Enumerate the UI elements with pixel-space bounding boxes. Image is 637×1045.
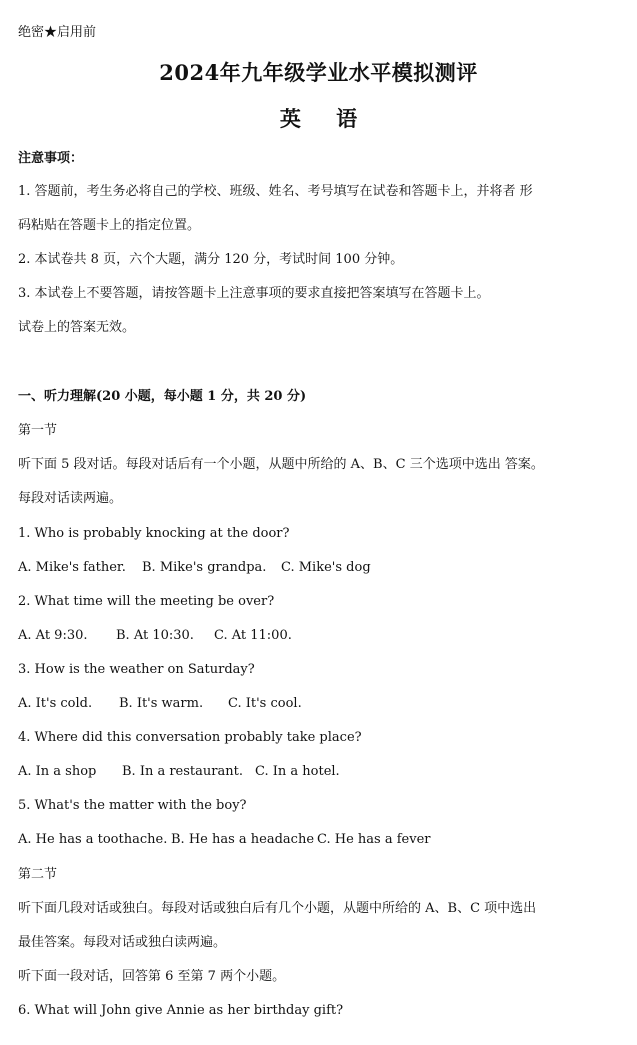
option-a: A. At 9:30.	[18, 628, 88, 643]
question-1: 1. Who is probably knocking at the door?	[18, 526, 290, 541]
confidential-label: 绝密★启用前	[18, 25, 97, 40]
question-3: 3. How is the weather on Saturday?	[18, 662, 255, 677]
notice-item-3-cont: 试卷上的答案无效。	[18, 320, 136, 335]
notice-heading: 注意事项：	[18, 151, 84, 166]
option-a: A. He has a toothache.	[18, 832, 168, 847]
option-c: C. At 11:00.	[214, 628, 292, 643]
part-2-instructions: 听下面几段对话或独白。每段对话或独白后有几个小题，从题中所给的 A、B、C 项中选出	[18, 901, 537, 916]
question-6: 6. What will John give Annie as her birthday gift?	[18, 1003, 344, 1018]
question-5: 5. What's the matter with the boy?	[18, 798, 247, 813]
option-a: A. In a shop	[18, 764, 97, 779]
question-2-options	[18, 627, 292, 645]
subject-title: 英 语	[279, 106, 372, 131]
question-3-options	[18, 695, 302, 713]
part-2-subinstruction: 听下面一段对话，回答第 6 至第 7 两个小题。	[18, 969, 286, 984]
question-4-options	[18, 763, 340, 781]
option-c: C. In a hotel.	[255, 764, 340, 779]
question-5-options	[18, 831, 430, 849]
question-2: 2. What time will the meeting be over?	[18, 594, 275, 609]
option-a: A. Mike's father.	[18, 560, 126, 575]
question-1-options	[18, 559, 371, 577]
option-b: B. In a restaurant.	[122, 764, 243, 779]
notice-item-3: 3. 本试卷上不要答题，请按答题卡上注意事项的要求直接把答案填写在答题卡上。	[18, 286, 490, 301]
exam-title: 2024年九年级学业水平模拟测评	[159, 60, 478, 85]
part-2-instructions-cont: 最佳答案。每段对话或独白读两遍。	[18, 935, 227, 950]
notice-item-1-cont: 码粘贴在答题卡上的指定位置。	[18, 218, 201, 233]
option-c: C. It's cool.	[228, 696, 302, 711]
option-b: B. He has a headache	[171, 832, 315, 847]
notice-item-2: 2. 本试卷共 8 页，六个大题，满分 120 分，考试时间 100 分钟。	[18, 252, 404, 267]
question-4: 4. Where did this conversation probably take place?	[18, 730, 362, 745]
part-1-instructions: 听下面 5 段对话。每段对话后有一个小题，从题中所给的 A、B、C 三个选项中选出 答案。	[18, 457, 544, 472]
option-b: B. Mike's grandpa.	[142, 560, 267, 575]
option-b: B. At 10:30.	[116, 628, 194, 643]
part-1-label: 第一节	[18, 423, 58, 438]
notice-item-1: 1. 答题前，考生务必将自己的学校、班级、姓名、考号填写在试卷和答题卡上，并将者 形	[18, 184, 533, 199]
option-b: B. It's warm.	[119, 696, 204, 711]
part-1-instructions-cont: 每段对话读两遍。	[18, 491, 123, 506]
option-a: A. It's cold.	[18, 696, 93, 711]
option-c: C. He has a fever	[317, 832, 431, 847]
section-1-heading: 一、听力理解(20 小题，每小题 1 分，共 20 分)	[18, 389, 307, 404]
part-2-label: 第二节	[18, 867, 58, 882]
option-c: C. Mike's dog	[281, 560, 371, 575]
